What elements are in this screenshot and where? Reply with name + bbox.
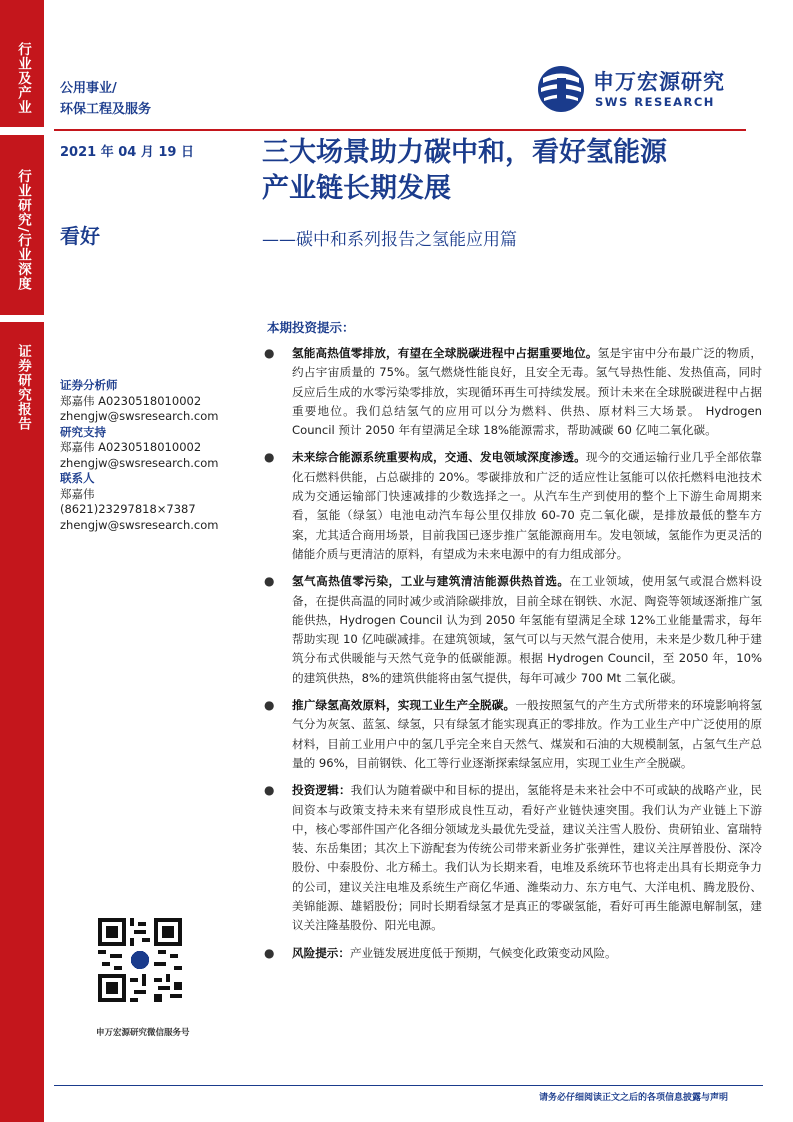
report-title-line1: 三大场景助力碳中和，看好氢能源 [262,137,667,168]
bullet-icon: ● [264,698,275,713]
header-divider [54,129,746,131]
report-date: 2021 年 04 月 19 日 [60,145,194,160]
sidebar-tag-research-type [0,135,44,315]
bullet-icon: ● [264,346,275,360]
bullet-icon: ● [264,574,275,589]
list-item [262,572,762,688]
report-title-line2: 产业链长期发展 [262,173,451,204]
item-lead: 投资逻辑： [292,783,351,798]
analyst-name-id: 郑嘉伟 A0230518010002 [60,393,202,408]
item-lead: 风险提示： [292,945,350,960]
footer-disclaimer[interactable]: 请务必仔细阅读正文之后的各项信息披露与声明 [539,1093,729,1103]
item-body: 氢是宇宙中分布最广泛的物质，约占宇宙质量的 75%。氢气燃烧性能良好，且安全无毒。氢气导热性能、发热值高，同时反应后生成的水零污染零排放，实现循环再生可持续发展。预计未来在全球脱碳进程中占据重要地位。我们总结氢气的应用可以分为燃料、供热、原材料三大场景。 Hydrogen Council 预计 2050 年有望满足全球 18%能源需求，帮助减碳 60 亿吨二氧化碳。 [292,346,762,438]
list-item [262,344,762,440]
report-subtitle: ——碳中和系列报告之氢能应用篇 [262,230,517,250]
support-name-id: 郑嘉伟 A0230518010002 [60,440,202,454]
logo-text-en: SWS RESEARCH [595,95,715,109]
item-body: 在工业领域，使用氢气或混合燃料设备，在提供高温的同时减少或消除碳排放，目前全球在钢铁、水泥、陶瓷等领域逐渐推广氢能供热，Hydrogen Council 认为到 2050 年氢能有望满足全球 12%工业能量需求，每年帮助实现 10 亿吨碳减排。在建筑领域，氢气可以与天然气混合使用，未来是少数几种于建筑分布式供暖能与天然气竞争的低碳能源。根据 Hydrogen Council，至 2050 年，10%的建筑供热，8%的建筑供能将由氢气提供，每年可减少 700 Mt 二氧化碳。 [292,574,762,685]
sws-logo-icon [535,64,587,114]
item-body: 产业链发展进度低于预期，气候变化政策变动风险。 [349,945,617,960]
sws-logo [535,64,750,114]
item-lead: 未来综合能源系统重要构成，交通、发电领域深度渗透。 [292,450,586,465]
industry-line1: 公用事业/ [60,81,117,96]
contact-phone: (8621)23297818×7387 [60,502,196,516]
list-item [262,448,762,564]
support-email[interactable]: zhengjw@swsresearch.com [60,455,219,470]
item-body: 我们认为随着碳中和目标的提出，氢能将是未来社会中不可或缺的战略产业，民间资本与政策支持未来有望形成良性互动，看好产业链快速突围。我们认为产业链上下游中，核心零部件国产化各细分领域龙头最优先受益，建议关注雪人股份、贵研铂业、富瑞特装、东岳集团；其次上下游配套为传统公司带来新业务扩张弹性，建议关注厚普股份、深冷股份、中泰股份、北方稀土。我们认为长期来看，电堆及系统环节也将走出具有长期竞争力的公司，建议关注电堆及系统生产商亿华通、潍柴动力、东方电气、大洋电机、腾龙股份、美锦能源、雄韬股份；同时长期看绿氢才是真正的零碳氢能，看好可再生能源电解制氢，建议关注隆基股份、阳光电源。 [292,783,762,933]
item-body: 一般按照氢气的产生方式所带来的环境影响将氢气分为灰氢、蓝氢、绿氢，只有绿氢才能实现真正的零排放。作为工业生产中广泛使用的原材料，目前工业用户中的氢几乎完全来自天然气、煤炭和石油的大规模制氢，占氢气生产总量的 96%，目前钢铁、化工等行业逐渐探索绿氢应用，实现工业生产全脱碳。 [292,698,762,770]
support-heading: 研究支持 [60,424,106,439]
item-lead: 氢能高热值零排放，有望在全球脱碳进程中占据重要地位。 [292,346,598,360]
sidebar-tag-industry [0,0,44,127]
qr-caption: 申万宏源研究微信服务号 [96,1028,190,1038]
logo-text-cn: 申万宏源研究 [593,70,725,94]
industry-line2: 环保工程及服务 [60,102,152,117]
industry-label [60,78,151,120]
item-body: 现今的交通运输行业几乎全部依靠化石燃料供能，占总碳排的 20%。零碳排放和广泛的适应性让氢能可以依托燃料电池技术成为交通运输部门快速减排的少数选择之一。从汽车生产到使用的整个上下游生命周期来看，氢能（绿氢）电池电动汽车每公里仅排放 60-70 克二氧化碳，是排放最低的整车方案，尤其适合商用场景，目前我国已逐步推广氢能源商用车。发电领域，氢能作为更灵活的储能介质与更清洁的原料，有望成为未来电源中的有力组成部分。 [292,450,762,561]
contact-heading: 联系人 [60,471,95,485]
list-item [262,781,762,935]
bullet-icon: ● [264,450,275,465]
summary-heading: 本期投资提示： [267,320,355,335]
list-item [262,944,762,963]
contact-email[interactable]: zhengjw@swsresearch.com [60,517,219,532]
sidebar-tag-report-text: 证券研究报告 [15,344,31,431]
analyst-heading: 证券分析师 [60,378,118,392]
item-lead: 推广绿氢高效原料，实现工业生产全脱碳。 [292,698,516,713]
analyst-email[interactable]: zhengjw@swsresearch.com [60,409,219,423]
rating-label: 看好 [60,224,100,248]
item-lead: 氢气高热值零污染，工业与建筑清洁能源供热首选。 [292,574,570,589]
report-title [262,135,667,207]
footer-divider [54,1085,763,1086]
summary-list [262,344,762,971]
contacts-block [60,378,218,533]
sidebar-tag-industry-text: 行业及产业 [15,42,31,115]
list-item [262,696,762,773]
bullet-icon: ● [264,783,275,798]
sidebar-tag-report [0,322,44,1122]
contact-name: 郑嘉伟 [60,486,95,501]
qr-code-icon[interactable] [98,918,182,1002]
sidebar-tag-research-type-text: 行业研究/行业深度 [15,169,31,291]
bullet-icon: ● [264,945,275,960]
